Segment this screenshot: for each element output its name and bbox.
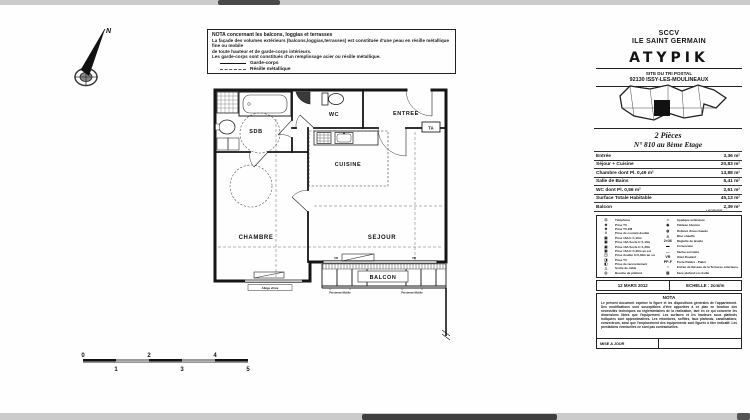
- row-value: 2,39 m²: [723, 204, 740, 210]
- table-row: [594, 151, 742, 160]
- sejour-label: SEJOUR: [367, 235, 397, 241]
- divider: [596, 68, 742, 69]
- revision-empty-cell: [659, 339, 741, 348]
- row-value: 45,13 m²: [720, 196, 740, 201]
- dashed-line-sample: [220, 69, 246, 70]
- row-label: Chambre dont Pl. 0,49 m²: [596, 170, 654, 176]
- entree-label: ENTREE: [393, 111, 419, 117]
- radiator-chambre: [254, 272, 284, 278]
- unit-table-header: [594, 129, 742, 151]
- key-resille: [220, 67, 451, 72]
- wc-label: WC: [328, 112, 340, 118]
- legend-left-column: ⊡ Téléphone ⊕ Prise TV ⊕ Prise TV-FM ⌾ Prise de courant double ▣ Prise 16A h=1,10m ▣ Prise 16A Socle h=1,10m ▣ Prise 16A Socle h=1,30m ▣ Prise 16A h=1,30m au sol ◳ Prise double h=0,30m au sol ◨ Prise TV ◧ Prise de raccordement △ Sortie de câble ◎ Bouche de plafond: [600, 218, 658, 275]
- row-value: 2,61 m²: [723, 187, 740, 193]
- revision-label: MISE A JOUR: [597, 339, 659, 348]
- row-label: Balcon: [596, 204, 612, 210]
- scale-tick-5: 5: [246, 367, 250, 373]
- party-wall-stub: [442, 288, 450, 340]
- row-value: 5,41 m²: [723, 179, 740, 184]
- floor-socket-icon: ◳: [604, 253, 608, 258]
- telephone-icon: ⊡: [604, 218, 608, 223]
- row-value: 20,83 m²: [720, 162, 740, 167]
- facade-nota-line1: La façade des volumes extérieurs (balcons,loggias,terrasses) est constituée d'une peau en résille métallique fine ou mobile: [212, 38, 449, 49]
- legend-right-column: ≈ Applique extérieure ◉ Tableau Abonné ◍ Robinet d'eau chaude ◬ Bloc chauffe 2×36 Réglette de lavabo ▬ Convecteur — Sèche-serviette VR Volet Roulant PP-F Porte Palière - Palier ⌂ Entrée de Réseau de la Terrasse extérieure ▨ Face plafond en résille: [663, 218, 738, 275]
- towel-dryer-icon: —: [666, 249, 670, 254]
- disclaimer-nota-box: [596, 293, 742, 349]
- floor-plan: [210, 86, 455, 346]
- bathroom-fixtures: [216, 92, 292, 153]
- accessibility-circle: [230, 165, 272, 207]
- compass-needle: [81, 29, 105, 76]
- solid-line-sample: [220, 63, 246, 64]
- bath-cabinet: [228, 138, 239, 150]
- north-compass: [72, 24, 112, 98]
- key-garde-corps: [220, 61, 451, 66]
- graphic-scale-bar: [78, 350, 258, 374]
- exterior-walls: [215, 90, 446, 281]
- row-label: Entrée: [596, 153, 611, 159]
- landing-door-icon: PP-F: [663, 260, 672, 265]
- vr-label-2: VR: [412, 256, 416, 260]
- table-row-total: [594, 194, 742, 203]
- scale-tick-4: 4: [213, 353, 217, 359]
- roller-shutter-icon: VR: [665, 254, 671, 259]
- chambre-label: CHAMBRE: [238, 235, 274, 241]
- title-block: [596, 30, 742, 89]
- developer-name-line2: ILE SAINT GERMAIN: [632, 38, 706, 45]
- hot-water-icon: ◍: [666, 228, 670, 233]
- symbols-legend: [596, 215, 742, 278]
- light-strip-icon: 2×36: [663, 239, 672, 244]
- disclaimer-text: Le présent document exprime la figure et les dispositions générales de l'appartement. Des modifications sont susceptibles d'être apportées à ce plan en fonction des nécessités techniques ou réglementaires de la réalisation, tant en ce qui concerne les dimensions libres que l'équipement. Les surfaces et les hauteurs sous plafonds indiquées sont approximatives. Les retombées, soffites, faux plafonds, canalisations, convecteurs, ainsi que l'emplacement des équipements sont figurés à titre indicatif. Les prestations éventuelles ne sont pas contractuelles.: [601, 301, 737, 329]
- facade-nota-line3: Les garde-corps sont constitués d'un remplissage acier ou résille métallique.: [212, 54, 381, 60]
- scan-smudge-bottom: [362, 414, 557, 420]
- compass-north-label: N: [106, 28, 112, 35]
- ta-label: TA: [428, 125, 434, 131]
- facade-nota-line2: de toute hauteur et de garde-corps intérieurs.: [212, 48, 312, 54]
- scan-smudge-corner: [737, 413, 750, 420]
- mesh-facade-icon: ▨: [666, 270, 670, 275]
- facade-nota-title: NOTA concernant les balcons, loggias et terrasses: [212, 32, 333, 38]
- chambre-window: [245, 278, 302, 290]
- developer-name-line1: SCCV: [658, 30, 680, 37]
- terrace-network-icon: ⌂: [666, 265, 669, 270]
- ta-box: [422, 122, 440, 132]
- socket-16a-icon: ▣: [604, 240, 608, 245]
- vr-label-1: VR: [334, 256, 338, 260]
- tv-socket-icon: ⊕: [604, 222, 608, 227]
- key-resille-label: Résille métallique: [250, 66, 291, 72]
- cuisine-label: CUISINE: [334, 162, 362, 168]
- revision-row: [597, 338, 741, 348]
- scan-edge-top: [0, 0, 750, 5]
- row-value: 3,36 m²: [723, 153, 740, 159]
- table-row: [594, 177, 742, 186]
- cable-outlet-icon: △: [604, 266, 608, 271]
- program-brand: ATYPIK: [629, 50, 709, 66]
- toilet: [329, 94, 344, 105]
- washbasin: [219, 120, 235, 134]
- facade-nota-box: [207, 29, 456, 74]
- junction-icon: ◧: [604, 262, 608, 267]
- socket-16a-icon: ▣: [604, 248, 608, 253]
- site-city: 92130 ISSY-LES-MOULINEAUX: [629, 77, 709, 83]
- table-row: [594, 185, 742, 194]
- convector-icon: ▬: [666, 244, 670, 249]
- corner-basin: [296, 92, 310, 104]
- bath-cabinet: [217, 138, 228, 150]
- shower-tray: [217, 92, 238, 113]
- key-garde-corps-label: Garde-corps: [250, 60, 279, 66]
- balcon-label: BALCON: [369, 275, 397, 281]
- row-label: Séjour + Cuisine: [596, 162, 634, 167]
- wall-light-icon: ≈: [666, 218, 669, 223]
- allege-label: Allège vitrée: [261, 286, 279, 290]
- disclaimer-title: NOTA: [662, 295, 676, 300]
- heater-block-icon: ◬: [666, 233, 670, 238]
- balcony-mesh-railing: [322, 264, 446, 269]
- building-key-plan: [616, 82, 730, 128]
- table-row: [594, 160, 742, 169]
- wc-fixtures: [296, 92, 344, 105]
- scale-tick-1: 1: [114, 367, 118, 373]
- row-label: WC dont Pl. 0,56 m²: [596, 187, 641, 193]
- radiator-sejour: [342, 254, 374, 261]
- date-scale-row: [596, 280, 742, 291]
- unit-number-floor: N° 810 au 8ème Etage: [633, 140, 703, 149]
- electric-panel-icon: ◉: [666, 223, 670, 228]
- unit-type: 2 Pièces: [654, 131, 682, 140]
- row-label: Surface Totale Habitable: [596, 196, 652, 201]
- tv-fm-socket-icon: ⊕: [604, 226, 608, 231]
- table-row: [594, 168, 742, 177]
- legend-title: LEGENDE: [706, 209, 723, 213]
- scale-tick-0: 0: [81, 353, 85, 359]
- balcony: [322, 264, 446, 295]
- plan-date: 12 MARS 2012: [597, 281, 670, 290]
- socket-16a-icon: ▣: [604, 235, 608, 240]
- scan-smudge-top: [218, 0, 280, 5]
- tv-socket-icon: ◨: [604, 257, 608, 262]
- row-value: 13,88 m²: [720, 170, 740, 176]
- persienne-label-1: Persienne Mobile: [329, 291, 351, 295]
- ceiling-vent-icon: ◎: [604, 270, 608, 275]
- unit-location-marker: [654, 100, 670, 116]
- site-name: SITE DU TRI POSTAL: [645, 71, 693, 76]
- scale-tick-3: 3: [180, 367, 184, 373]
- row-label: Salle de Bains: [596, 179, 629, 184]
- sejour-window-wall: [322, 261, 438, 263]
- double-socket-icon: ⌾: [604, 231, 608, 236]
- persienne-label-2: Persienne Mobile: [401, 291, 423, 295]
- plan-scale: ECHELLE : 2cm/m: [686, 283, 725, 288]
- unit-area-table: [594, 128, 742, 212]
- sdb-label: SDB: [249, 129, 263, 135]
- kitchen-fixtures: [309, 131, 388, 186]
- socket-16a-icon: ▣: [604, 244, 608, 249]
- scale-tick-2: 2: [147, 353, 151, 359]
